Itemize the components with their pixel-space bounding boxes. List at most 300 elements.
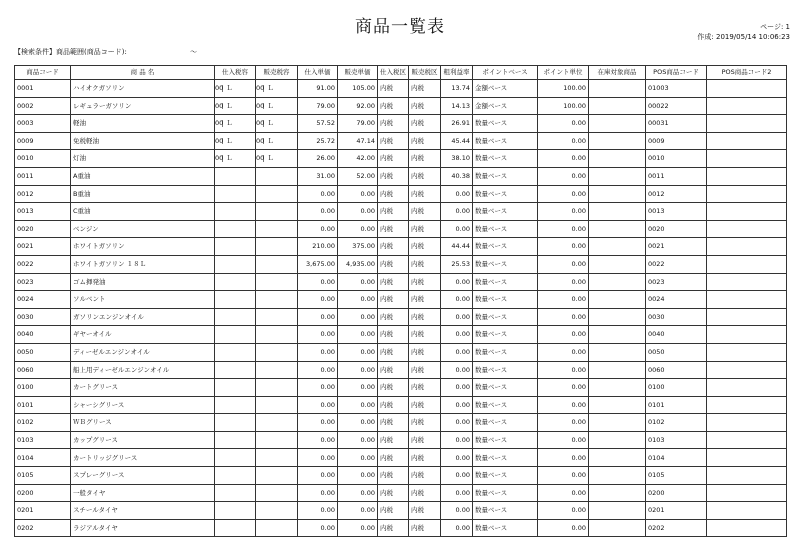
cell-stock-item (589, 273, 646, 291)
cell-product-code: 0101 (15, 396, 71, 414)
cell-pos-code-2 (707, 326, 787, 344)
cell-product-name: カートリッジグリース (71, 449, 215, 467)
cell-point-unit: 100.00 (538, 97, 589, 115)
cell-purchase-tax-type: 内税 (378, 150, 409, 168)
cell-unit-price: 0.00 (338, 203, 378, 221)
cell-purchase-tax-type: 内税 (378, 449, 409, 467)
cell-purchase-tax-unit-part: Ｌ (226, 84, 233, 93)
cell-purchase-tax-unit (215, 467, 256, 485)
cell-purchase-tax-type: 内税 (378, 97, 409, 115)
cell-purchase-tax-type: 内税 (378, 326, 409, 344)
cell-gross-margin: 0.00 (441, 326, 473, 344)
cell-pos-code-2 (707, 379, 787, 397)
cell-sales-tax-type: 内税 (409, 132, 441, 150)
cell-product-name: A重油 (71, 167, 215, 185)
cell-purchase-tax-type: 内税 (378, 484, 409, 502)
cell-product-name: レギュラーガソリン (71, 97, 215, 115)
cell-sales-tax-unit (256, 484, 298, 502)
cell-product-name: カップグリース (71, 431, 215, 449)
cell-purchase-tax-type: 内税 (378, 502, 409, 520)
cell-pos-code: 0012 (646, 185, 707, 203)
cell-sales-tax-unit (256, 519, 298, 537)
cell-point-base: 数量ベース (473, 326, 538, 344)
cell-pos-code-2 (707, 97, 787, 115)
cell-unit-price: 0.00 (338, 449, 378, 467)
cell-sales-tax-unit (256, 115, 298, 133)
cell-pos-code-2 (707, 220, 787, 238)
cell-product-code: 0102 (15, 414, 71, 432)
cell-purchase-tax-unit (215, 308, 256, 326)
created-timestamp: 作成: 2019/05/14 10:06:23 (697, 33, 790, 41)
cell-unit-cost: 0.00 (298, 361, 338, 379)
cell-sales-tax-unit (256, 150, 298, 168)
cell-unit-cost: 0.00 (298, 484, 338, 502)
cell-gross-margin: 0.00 (441, 273, 473, 291)
cell-unit-cost: 0.00 (298, 185, 338, 203)
cell-point-unit: 0.00 (538, 220, 589, 238)
cell-product-name: C重油 (71, 203, 215, 221)
cell-sales-tax-type: 内税 (409, 361, 441, 379)
cell-unit-cost: 31.00 (298, 167, 338, 185)
cell-unit-cost: 3,675.00 (298, 255, 338, 273)
cell-gross-margin: 13.74 (441, 80, 473, 98)
cell-purchase-tax-type: 内税 (378, 467, 409, 485)
cell-pos-code: 0023 (646, 273, 707, 291)
cell-pos-code: 0021 (646, 238, 707, 256)
cell-sales-tax-type: 内税 (409, 414, 441, 432)
col-header-point-base: ポイントベース (473, 66, 538, 80)
cell-pos-code: 0013 (646, 203, 707, 221)
cell-purchase-tax-unit (215, 379, 256, 397)
cell-stock-item (589, 97, 646, 115)
cell-product-code: 0022 (15, 255, 71, 273)
cell-purchase-tax-unit-part: 00 (215, 154, 224, 163)
cell-gross-margin: 0.00 (441, 379, 473, 397)
cell-stock-item (589, 255, 646, 273)
cell-purchase-tax-unit (215, 150, 256, 168)
cell-unit-price: 105.00 (338, 80, 378, 98)
cell-sales-tax-unit (256, 203, 298, 221)
cell-sales-tax-type: 内税 (409, 220, 441, 238)
cell-pos-code: 00031 (646, 115, 707, 133)
cell-product-code: 0060 (15, 361, 71, 379)
cell-pos-code-2 (707, 484, 787, 502)
cell-point-unit: 0.00 (538, 396, 589, 414)
cell-gross-margin: 0.00 (441, 343, 473, 361)
cell-point-base: 数量ベース (473, 115, 538, 133)
cell-pos-code-2 (707, 115, 787, 133)
cell-pos-code: 0202 (646, 519, 707, 537)
cell-sales-tax-unit (256, 167, 298, 185)
cell-purchase-tax-unit-part: Ｌ (226, 136, 233, 145)
cell-sales-tax-unit-part: 00 (256, 154, 265, 163)
cell-point-unit: 0.00 (538, 115, 589, 133)
cell-sales-tax-unit (256, 255, 298, 273)
cell-product-code: 0002 (15, 97, 71, 115)
cell-purchase-tax-type: 内税 (378, 167, 409, 185)
cell-purchase-tax-type: 内税 (378, 185, 409, 203)
cell-pos-code-2 (707, 273, 787, 291)
cell-product-code: 0104 (15, 449, 71, 467)
cell-point-unit: 0.00 (538, 150, 589, 168)
col-header-unit-price: 販売単価 (338, 66, 378, 80)
table-row (15, 449, 787, 467)
cell-unit-cost: 0.00 (298, 396, 338, 414)
cell-sales-tax-unit (256, 185, 298, 203)
cell-purchase-tax-unit (215, 343, 256, 361)
cell-gross-margin: 0.00 (441, 502, 473, 520)
cell-unit-cost: 79.00 (298, 97, 338, 115)
cell-purchase-tax-type: 内税 (378, 519, 409, 537)
col-header-gross-margin: 粗利益率 (441, 66, 473, 80)
cell-gross-margin: 0.00 (441, 449, 473, 467)
cell-sales-tax-unit-part: 00 (256, 136, 265, 145)
cell-point-base: 数量ベース (473, 132, 538, 150)
cell-unit-price: 0.00 (338, 291, 378, 309)
table-row (15, 379, 787, 397)
table-row (15, 396, 787, 414)
cell-purchase-tax-unit (215, 185, 256, 203)
cell-product-name: ベンジン (71, 220, 215, 238)
cell-stock-item (589, 379, 646, 397)
cell-stock-item (589, 519, 646, 537)
cell-purchase-tax-unit (215, 238, 256, 256)
cell-pos-code-2 (707, 361, 787, 379)
cell-product-name: ハイオクガソリン (71, 80, 215, 98)
cell-sales-tax-unit (256, 431, 298, 449)
cell-unit-price: 0.00 (338, 396, 378, 414)
col-header-sales-tax-unit: 販売税容 (256, 66, 298, 80)
cell-sales-tax-unit (256, 414, 298, 432)
cell-purchase-tax-unit-part: 00 (215, 84, 224, 93)
cell-point-base: 数量ベース (473, 431, 538, 449)
cell-unit-cost: 0.00 (298, 326, 338, 344)
cell-stock-item (589, 150, 646, 168)
cell-product-code: 0020 (15, 220, 71, 238)
cell-stock-item (589, 238, 646, 256)
cell-unit-cost: 0.00 (298, 519, 338, 537)
cell-purchase-tax-type: 内税 (378, 431, 409, 449)
cell-purchase-tax-type: 内税 (378, 414, 409, 432)
cell-unit-cost: 0.00 (298, 343, 338, 361)
cell-purchase-tax-type: 内税 (378, 273, 409, 291)
cell-sales-tax-unit (256, 361, 298, 379)
cell-point-base: 数量ベース (473, 343, 538, 361)
cell-sales-tax-unit-part: 00 (256, 101, 265, 110)
cell-point-unit: 100.00 (538, 80, 589, 98)
cell-gross-margin: 0.00 (441, 414, 473, 432)
cell-product-name: ソルベント (71, 291, 215, 309)
cell-product-code: 0103 (15, 431, 71, 449)
cell-product-code: 0012 (15, 185, 71, 203)
cell-point-unit: 0.00 (538, 379, 589, 397)
cell-unit-price: 4,935.00 (338, 255, 378, 273)
table-row (15, 484, 787, 502)
cell-point-base: 数量ベース (473, 414, 538, 432)
cell-purchase-tax-unit (215, 484, 256, 502)
cell-pos-code-2 (707, 150, 787, 168)
cell-product-code: 0010 (15, 150, 71, 168)
cell-point-base: 金額ベース (473, 80, 538, 98)
table-row (15, 519, 787, 537)
cell-product-code: 0200 (15, 484, 71, 502)
cell-sales-tax-unit (256, 502, 298, 520)
cell-unit-cost: 0.00 (298, 291, 338, 309)
cell-point-base: 数量ベース (473, 150, 538, 168)
cell-sales-tax-unit-part: Ｌ (267, 154, 274, 163)
cell-pos-code: 0010 (646, 150, 707, 168)
cell-unit-price: 47.14 (338, 132, 378, 150)
page-number: ページ: 1 (760, 23, 790, 31)
cell-point-base: 数量ベース (473, 220, 538, 238)
cell-stock-item (589, 185, 646, 203)
cell-unit-price: 0.00 (338, 185, 378, 203)
cell-pos-code-2 (707, 414, 787, 432)
cell-point-base: 数量ベース (473, 396, 538, 414)
cell-stock-item (589, 484, 646, 502)
cell-stock-item (589, 308, 646, 326)
cell-stock-item (589, 80, 646, 98)
cell-pos-code: 0103 (646, 431, 707, 449)
cell-unit-price: 0.00 (338, 220, 378, 238)
cell-stock-item (589, 361, 646, 379)
cell-point-unit: 0.00 (538, 326, 589, 344)
cell-pos-code: 0060 (646, 361, 707, 379)
cell-sales-tax-unit-part: 00 (256, 84, 265, 93)
table-row (15, 502, 787, 520)
table-row (15, 343, 787, 361)
cell-sales-tax-type: 内税 (409, 185, 441, 203)
cell-pos-code: 0201 (646, 502, 707, 520)
cell-purchase-tax-type: 内税 (378, 379, 409, 397)
cell-sales-tax-type: 内税 (409, 519, 441, 537)
cell-pos-code: 0022 (646, 255, 707, 273)
cell-purchase-tax-type: 内税 (378, 343, 409, 361)
cell-pos-code-2 (707, 502, 787, 520)
cell-product-name: ゴム揮発油 (71, 273, 215, 291)
cell-sales-tax-type: 内税 (409, 238, 441, 256)
cell-sales-tax-unit (256, 238, 298, 256)
cell-pos-code: 0030 (646, 308, 707, 326)
cell-stock-item (589, 167, 646, 185)
cell-sales-tax-type: 内税 (409, 97, 441, 115)
cell-point-unit: 0.00 (538, 414, 589, 432)
cell-point-unit: 0.00 (538, 308, 589, 326)
table-row (15, 255, 787, 273)
cell-unit-cost: 26.00 (298, 150, 338, 168)
cell-purchase-tax-type: 内税 (378, 80, 409, 98)
cell-point-unit: 0.00 (538, 449, 589, 467)
cell-product-name: 免税軽油 (71, 132, 215, 150)
cell-sales-tax-type: 内税 (409, 343, 441, 361)
cell-sales-tax-type: 内税 (409, 150, 441, 168)
cell-gross-margin: 0.00 (441, 291, 473, 309)
cell-product-code: 0001 (15, 80, 71, 98)
cell-purchase-tax-type: 内税 (378, 132, 409, 150)
cell-sales-tax-unit-part: 00 (256, 119, 265, 128)
cell-product-code: 0003 (15, 115, 71, 133)
cell-purchase-tax-unit (215, 291, 256, 309)
table-row (15, 203, 787, 221)
cell-pos-code: 0200 (646, 484, 707, 502)
cell-gross-margin: 0.00 (441, 519, 473, 537)
cell-purchase-tax-unit (215, 396, 256, 414)
cell-sales-tax-unit (256, 467, 298, 485)
col-header-product-code: 商品コード (15, 66, 71, 80)
cell-sales-tax-type: 内税 (409, 396, 441, 414)
cell-gross-margin: 0.00 (441, 308, 473, 326)
cell-purchase-tax-unit-part: Ｌ (226, 119, 233, 128)
cell-gross-margin: 44.44 (441, 238, 473, 256)
cell-point-unit: 0.00 (538, 361, 589, 379)
cell-unit-price: 0.00 (338, 502, 378, 520)
cell-purchase-tax-unit (215, 220, 256, 238)
cell-product-name: スチールタイヤ (71, 502, 215, 520)
cell-unit-price: 0.00 (338, 273, 378, 291)
table-row (15, 361, 787, 379)
cell-pos-code-2 (707, 167, 787, 185)
table-row (15, 291, 787, 309)
cell-gross-margin: 0.00 (441, 396, 473, 414)
cell-purchase-tax-type: 内税 (378, 396, 409, 414)
cell-sales-tax-type: 内税 (409, 308, 441, 326)
cell-unit-price: 0.00 (338, 414, 378, 432)
cell-gross-margin: 0.00 (441, 431, 473, 449)
cell-stock-item (589, 449, 646, 467)
table-row (15, 414, 787, 432)
table-row (15, 238, 787, 256)
cell-unit-cost: 0.00 (298, 203, 338, 221)
cell-sales-tax-unit (256, 220, 298, 238)
cell-product-code: 0050 (15, 343, 71, 361)
cell-unit-cost: 0.00 (298, 449, 338, 467)
cell-purchase-tax-type: 内税 (378, 361, 409, 379)
cell-gross-margin: 26.91 (441, 115, 473, 133)
cell-unit-cost: 0.00 (298, 379, 338, 397)
cell-pos-code-2 (707, 238, 787, 256)
cell-pos-code-2 (707, 203, 787, 221)
cell-unit-cost: 0.00 (298, 414, 338, 432)
cell-pos-code: 0100 (646, 379, 707, 397)
cell-stock-item (589, 203, 646, 221)
search-condition-label: 【検索条件】商品範囲(商品コード): (14, 48, 127, 56)
cell-product-name: ホワイトガソリン １８Ｌ (71, 255, 215, 273)
cell-unit-price: 375.00 (338, 238, 378, 256)
cell-point-unit: 0.00 (538, 502, 589, 520)
col-header-unit-cost: 仕入単価 (298, 66, 338, 80)
cell-sales-tax-type: 内税 (409, 203, 441, 221)
cell-sales-tax-unit (256, 132, 298, 150)
cell-gross-margin: 0.00 (441, 203, 473, 221)
cell-purchase-tax-unit (215, 97, 256, 115)
cell-point-base: 数量ベース (473, 449, 538, 467)
cell-sales-tax-type: 内税 (409, 326, 441, 344)
cell-gross-margin: 0.00 (441, 220, 473, 238)
cell-pos-code: 0102 (646, 414, 707, 432)
cell-pos-code: 0009 (646, 132, 707, 150)
cell-point-base: 数量ベース (473, 484, 538, 502)
cell-unit-cost: 25.72 (298, 132, 338, 150)
cell-unit-cost: 0.00 (298, 273, 338, 291)
cell-pos-code: 0020 (646, 220, 707, 238)
cell-sales-tax-unit (256, 308, 298, 326)
cell-purchase-tax-unit (215, 132, 256, 150)
cell-point-base: 数量ベース (473, 203, 538, 221)
cell-product-name: ラジアルタイヤ (71, 519, 215, 537)
cell-sales-tax-unit (256, 343, 298, 361)
cell-purchase-tax-type: 内税 (378, 291, 409, 309)
cell-unit-price: 0.00 (338, 431, 378, 449)
cell-unit-cost: 210.00 (298, 238, 338, 256)
cell-product-name: 軽油 (71, 115, 215, 133)
cell-gross-margin: 45.44 (441, 132, 473, 150)
cell-unit-price: 79.00 (338, 115, 378, 133)
cell-point-base: 数量ベース (473, 255, 538, 273)
table-row (15, 308, 787, 326)
cell-purchase-tax-unit (215, 167, 256, 185)
cell-pos-code-2 (707, 291, 787, 309)
table-row (15, 273, 787, 291)
cell-unit-cost: 0.00 (298, 502, 338, 520)
cell-product-name: 船上用ディーゼルエンジンオイル (71, 361, 215, 379)
cell-pos-code: 0024 (646, 291, 707, 309)
cell-purchase-tax-type: 内税 (378, 220, 409, 238)
col-header-purchase-tax-type: 仕入税区 (378, 66, 409, 80)
cell-sales-tax-unit (256, 326, 298, 344)
cell-pos-code-2 (707, 132, 787, 150)
cell-sales-tax-type: 内税 (409, 167, 441, 185)
cell-purchase-tax-unit (215, 414, 256, 432)
cell-gross-margin: 0.00 (441, 467, 473, 485)
cell-pos-code: 0050 (646, 343, 707, 361)
cell-sales-tax-type: 内税 (409, 431, 441, 449)
cell-product-name: カートグリース (71, 379, 215, 397)
cell-point-base: 数量ベース (473, 167, 538, 185)
cell-product-name: スプレーグリース (71, 467, 215, 485)
table-row (15, 185, 787, 203)
cell-point-base: 数量ベース (473, 379, 538, 397)
cell-unit-price: 52.00 (338, 167, 378, 185)
cell-pos-code-2 (707, 467, 787, 485)
cell-purchase-tax-type: 内税 (378, 255, 409, 273)
cell-pos-code-2 (707, 343, 787, 361)
cell-point-unit: 0.00 (538, 203, 589, 221)
cell-purchase-tax-type: 内税 (378, 238, 409, 256)
cell-point-base: 数量ベース (473, 185, 538, 203)
cell-purchase-tax-unit (215, 273, 256, 291)
cell-sales-tax-type: 内税 (409, 291, 441, 309)
table-header-row (15, 66, 787, 80)
cell-unit-price: 92.00 (338, 97, 378, 115)
col-header-sales-tax-type: 販売税区 (409, 66, 441, 80)
cell-stock-item (589, 467, 646, 485)
cell-purchase-tax-unit (215, 80, 256, 98)
cell-stock-item (589, 115, 646, 133)
col-header-pos-code: POS商品コード (646, 66, 707, 80)
col-header-point-unit: ポイント単位 (538, 66, 589, 80)
cell-product-code: 0011 (15, 167, 71, 185)
cell-point-unit: 0.00 (538, 185, 589, 203)
cell-sales-tax-type: 内税 (409, 467, 441, 485)
cell-pos-code: 01003 (646, 80, 707, 98)
cell-unit-cost: 0.00 (298, 220, 338, 238)
table-row (15, 132, 787, 150)
table-row (15, 326, 787, 344)
cell-point-base: 数量ベース (473, 238, 538, 256)
cell-pos-code: 00022 (646, 97, 707, 115)
cell-stock-item (589, 431, 646, 449)
col-header-product-name: 商 品 名 (71, 66, 215, 80)
